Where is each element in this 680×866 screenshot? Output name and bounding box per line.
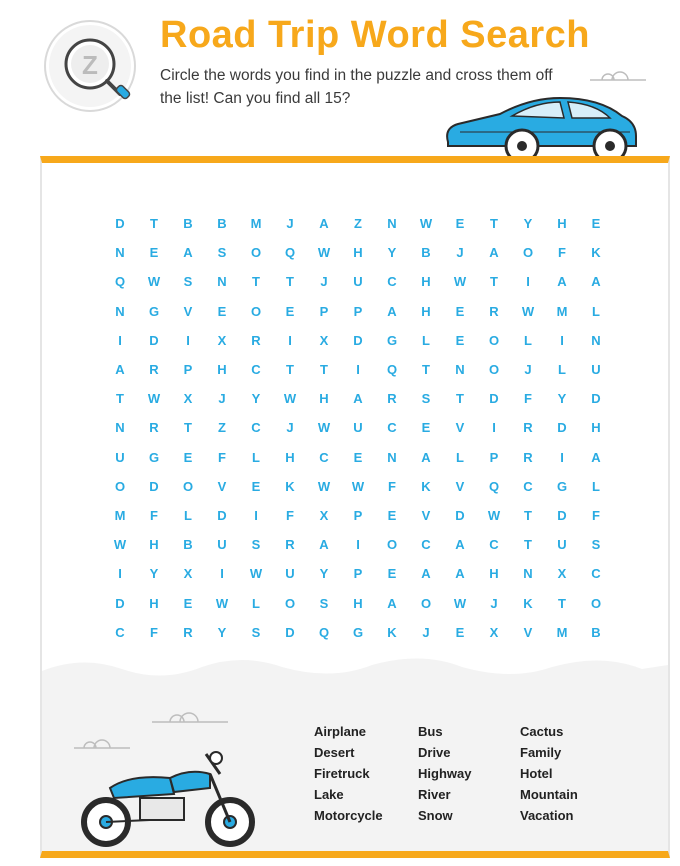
grid-letter[interactable]: F [558,245,566,261]
grid-letter[interactable]: V [421,508,431,523]
grid-letter[interactable]: L [558,362,566,377]
word-list-item: Snow [418,808,453,823]
grid-letter[interactable]: H [149,537,159,553]
grid-letter[interactable]: L [456,449,464,465]
grid-letter[interactable]: H [353,245,363,261]
grid-letter[interactable]: A [387,595,397,611]
word-list-item: Hotel [520,766,553,781]
grid-letter[interactable]: Y [557,391,567,407]
grid-letter[interactable]: B [421,245,431,261]
grid-letter[interactable]: J [524,362,532,377]
logo-letter: Z [82,50,98,80]
grid-letter[interactable]: H [285,449,295,465]
grid-letter[interactable]: R [149,362,159,377]
grid-letter[interactable]: P [183,362,193,377]
grid-letter[interactable]: J [286,216,294,231]
grid-letter[interactable]: E [183,595,193,611]
grid-letter[interactable]: N [387,449,397,465]
grid-letter[interactable]: P [319,303,329,319]
grid-letter[interactable]: Y [387,245,397,261]
grid-letter[interactable]: W [249,566,263,582]
grid-letter[interactable]: W [521,303,535,319]
grid-letter[interactable]: I [492,420,496,436]
grid-letter[interactable]: E [591,216,601,231]
grid-letter[interactable]: O [488,332,500,348]
grid-letter[interactable]: W [419,216,433,231]
grid-letter[interactable]: U [591,362,601,377]
grid-letter[interactable]: W [487,508,501,523]
grid-letter[interactable]: R [149,420,159,436]
grid-letter[interactable]: U [353,274,363,290]
grid-letter[interactable]: X [557,566,567,582]
cloud-icon [588,66,648,84]
grid-letter[interactable]: W [113,537,127,553]
grid-letter[interactable]: R [285,537,295,553]
grid-letter[interactable]: W [147,274,161,290]
grid-letter[interactable]: L [252,595,260,611]
grid-letter[interactable]: N [115,420,125,436]
grid-letter[interactable]: L [592,303,600,319]
grid-letter[interactable]: V [523,624,533,640]
grid-letter[interactable]: V [455,420,465,436]
grid-letter[interactable]: C [115,624,125,640]
grid-letter[interactable]: E [455,624,465,640]
grid-letter[interactable]: S [421,391,431,407]
grid-letter[interactable]: F [388,478,396,494]
grid-letter[interactable]: S [319,595,329,611]
grid-letter[interactable]: H [217,362,227,377]
grid-letter[interactable]: T [252,274,260,290]
grid-letter[interactable]: P [353,508,363,523]
grid-letter[interactable]: X [217,332,227,348]
grid-letter[interactable]: W [453,274,467,290]
grid-letter[interactable]: S [217,245,227,261]
grid-letter[interactable]: D [455,508,465,523]
grid-letter[interactable]: Q [386,362,398,377]
grid-letter[interactable]: N [455,362,465,377]
grid-letter[interactable]: R [251,332,261,348]
grid-letter[interactable]: H [489,566,499,582]
grid-letter[interactable]: A [115,362,125,377]
grid-letter[interactable]: D [217,508,227,523]
grid-letter[interactable]: F [150,624,158,640]
grid-letter[interactable]: O [250,245,262,261]
grid-letter[interactable]: B [183,537,193,553]
grid-letter[interactable]: Z [354,216,362,231]
grid-letter[interactable]: O [420,595,432,611]
grid-letter[interactable]: W [317,478,331,494]
word-list-item: Desert [314,745,355,760]
grid-letter[interactable]: W [147,391,161,407]
grid-letter[interactable]: F [150,508,158,523]
grid-letter[interactable]: Y [217,624,227,640]
grid-letter[interactable]: T [524,537,532,553]
grid-letter[interactable]: L [184,508,192,523]
grid-letter[interactable]: D [489,391,499,407]
grid-letter[interactable]: D [591,391,601,407]
grid-letter[interactable]: O [488,362,500,377]
car-icon [440,88,640,162]
grid-letter[interactable]: T [490,274,498,290]
word-list-item: Mountain [520,787,578,802]
grid-letter[interactable]: A [421,566,431,582]
grid-letter[interactable]: P [489,449,499,465]
grid-letter[interactable]: T [116,391,124,407]
grid-letter[interactable]: A [557,274,567,290]
grid-letter[interactable]: A [455,566,465,582]
grid-letter[interactable]: Y [251,391,261,407]
grid-letter[interactable]: X [319,332,329,348]
grid-letter[interactable]: A [387,303,397,319]
grid-letter[interactable]: Q [114,274,126,290]
grid-letter[interactable]: U [353,420,363,436]
word-list-item: Cactus [520,724,564,739]
word-list-item: Vacation [520,808,574,823]
grid-letter[interactable]: X [183,391,193,407]
grid-letter[interactable]: M [556,624,568,640]
grid-letter[interactable]: A [455,537,465,553]
grid-letter[interactable]: U [285,566,295,582]
grid-letter[interactable]: B [591,624,601,640]
grid-letter[interactable]: K [523,595,533,611]
grid-letter[interactable]: A [319,216,329,231]
grid-letter[interactable]: H [591,420,601,436]
grid-letter[interactable]: T [456,391,464,407]
grid-letter[interactable]: S [183,274,193,290]
grid-letter[interactable]: M [250,216,262,231]
grid-letter[interactable]: I [356,362,360,377]
grid-letter[interactable]: F [286,508,294,523]
grid-letter[interactable]: H [421,274,431,290]
grid-letter[interactable]: V [455,478,465,494]
grid-letter[interactable]: D [285,624,295,640]
grid-letter[interactable]: U [217,537,227,553]
grid-letter[interactable]: N [591,332,601,348]
grid-letter[interactable]: H [319,391,329,407]
grid-letter[interactable]: X [183,566,193,582]
grid-letter[interactable]: N [387,216,397,231]
grid-letter[interactable]: T [490,216,498,231]
grid-letter[interactable]: O [114,478,126,494]
grid-letter[interactable]: C [251,362,261,377]
grid-letter[interactable]: P [353,303,363,319]
grid-letter[interactable]: T [422,362,430,377]
grid-letter[interactable]: Y [319,566,329,582]
grid-letter[interactable]: T [524,508,532,523]
grid-letter[interactable]: G [386,332,398,348]
grid-letter[interactable]: H [149,595,159,611]
grid-letter[interactable]: H [421,303,431,319]
grid-letter[interactable]: D [557,508,567,523]
grid-letter[interactable]: O [284,595,296,611]
grid-letter[interactable]: G [352,624,364,640]
grid-letter[interactable]: N [217,274,227,290]
grid-letter[interactable]: J [456,245,464,261]
instructions: Circle the words you find in the puzzle and cross them off the list! Can you find all 15? [160,67,553,107]
grid-letter[interactable]: C [387,274,397,290]
grid-letter[interactable]: Q [284,245,296,261]
grid-letter[interactable]: C [319,449,329,465]
grid-letter[interactable]: O [386,537,398,553]
grid-letter[interactable]: D [149,478,159,494]
grid-letter[interactable]: A [489,245,499,261]
grid-letter[interactable]: F [592,508,600,523]
grid-letter[interactable]: E [455,303,465,319]
grid-letter[interactable]: H [557,216,567,231]
grid-letter[interactable]: L [524,332,532,348]
grid-letter[interactable]: L [252,449,260,465]
word-list-item: Family [520,745,562,760]
grid-letter[interactable]: Q [318,624,330,640]
grid-letter[interactable]: C [489,537,499,553]
word-list-item: River [418,787,451,802]
grid-letter[interactable]: I [118,566,122,582]
grid-letter[interactable]: T [286,362,294,377]
grid-letter[interactable]: X [489,624,499,640]
magnifier-z-icon [42,18,138,114]
grid-letter[interactable]: I [356,537,360,553]
grid-letter[interactable]: C [591,566,601,582]
grid-letter[interactable]: E [183,449,193,465]
word-list-item: Highway [418,766,472,781]
grid-letter[interactable]: A [319,537,329,553]
grid-letter[interactable]: D [149,332,159,348]
grid-letter[interactable]: T [558,595,566,611]
grid-letter[interactable]: N [115,245,125,261]
grid-letter[interactable]: E [387,566,397,582]
grid-letter[interactable]: C [523,478,533,494]
grid-letter[interactable]: L [422,332,430,348]
grid-letter[interactable]: E [217,303,227,319]
word-list-item: Lake [314,787,344,802]
grid-letter[interactable]: N [115,303,125,319]
grid-letter[interactable]: E [251,478,261,494]
grid-letter[interactable]: I [288,332,292,348]
grid-letter[interactable]: J [490,595,498,611]
grid-letter[interactable]: R [523,420,533,436]
grid-letter[interactable]: L [592,478,600,494]
grid-letter[interactable]: T [286,274,294,290]
grid-letter[interactable]: W [283,391,297,407]
grid-letter[interactable]: G [148,303,160,319]
grid-letter[interactable]: D [115,595,125,611]
grid-letter[interactable]: D [557,420,567,436]
grid-letter[interactable]: I [186,332,190,348]
grid-letter[interactable]: F [218,449,226,465]
grid-letter[interactable]: W [215,595,229,611]
grid-letter[interactable]: C [387,420,397,436]
grid-letter[interactable]: S [591,537,601,553]
grid-letter[interactable]: I [526,274,530,290]
grid-letter[interactable]: I [560,332,564,348]
grid-letter[interactable]: B [217,216,227,231]
grid-letter[interactable]: V [183,303,193,319]
grid-letter[interactable]: E [285,303,295,319]
grid-letter[interactable]: O [182,478,194,494]
grid-letter[interactable]: Z [218,420,226,436]
grid-letter[interactable]: P [353,566,363,582]
grid-letter[interactable]: W [453,595,467,611]
word-list-item: Airplane [314,724,367,739]
grid-letter[interactable]: I [254,508,258,523]
grid-letter[interactable]: E [455,216,465,231]
grid-letter[interactable]: G [556,478,568,494]
grid-letter[interactable]: S [251,537,261,553]
grid-letter[interactable]: U [115,449,125,465]
grid-letter[interactable]: W [351,478,365,494]
grid-letter[interactable]: K [591,245,601,261]
grid-letter[interactable]: I [118,332,122,348]
page-title: Road Trip Word Search [160,14,590,56]
grid-letter[interactable]: W [317,420,331,436]
grid-letter[interactable]: O [250,303,262,319]
grid-letter[interactable]: E [421,420,431,436]
word-list-item: Firetruck [314,766,370,781]
word-list-item: Motorcycle [314,808,383,823]
grid-letter[interactable]: U [557,537,567,553]
grid-letter[interactable]: M [114,508,126,523]
motorcycle-icon [70,744,270,848]
grid-letter[interactable]: Y [523,216,533,231]
grid-letter[interactable]: D [353,332,363,348]
grid-letter[interactable]: E [455,332,465,348]
grid-letter[interactable]: C [251,420,261,436]
grid-letter[interactable]: E [387,508,397,523]
grid-letter[interactable]: Y [149,566,159,582]
grid-letter[interactable]: V [217,478,227,494]
grid-letter[interactable]: T [184,420,192,436]
grid-letter[interactable]: T [150,216,158,231]
grid-letter[interactable]: S [251,624,261,640]
grid-letter[interactable]: J [320,274,328,290]
grid-letter[interactable]: A [353,391,363,407]
grid-letter[interactable]: N [523,566,533,582]
grid-letter[interactable]: J [218,391,226,407]
word-list-item: Drive [418,745,451,760]
word-list-item: Bus [418,724,443,739]
grid-letter[interactable]: I [560,449,564,465]
grid-letter[interactable]: O [590,595,602,611]
grid-letter[interactable]: X [319,508,329,523]
grid-letter[interactable]: H [353,595,363,611]
grid-letter[interactable]: K [285,478,295,494]
grid-letter[interactable]: I [220,566,224,582]
grid-letter[interactable]: B [183,216,193,231]
grid-letter[interactable]: T [320,362,328,377]
grid-letter[interactable]: A [591,274,601,290]
grid-letter[interactable]: J [422,624,430,640]
grid-letter[interactable]: A [421,449,431,465]
grid-letter[interactable]: O [522,245,534,261]
grid-letter[interactable]: D [115,216,125,231]
grid-letter[interactable]: C [421,537,431,553]
grid-letter[interactable]: E [353,449,363,465]
grid-letter[interactable]: R [523,449,533,465]
grid-letter[interactable]: G [148,449,160,465]
grid-letter[interactable]: A [183,245,193,261]
grid-letter[interactable]: R [183,624,193,640]
grid-letter[interactable]: W [317,245,331,261]
grid-letter[interactable]: J [286,420,294,436]
grid-letter[interactable]: K [421,478,431,494]
grid-letter[interactable]: Q [488,478,500,494]
grid-letter[interactable]: R [489,303,499,319]
grid-letter[interactable]: E [149,245,159,261]
cloud-icon [150,702,230,726]
grid-letter[interactable]: F [524,391,532,407]
grid-letter[interactable]: M [556,303,568,319]
grid-letter[interactable]: R [387,391,397,407]
grid-letter[interactable]: K [387,624,397,640]
grid-letter[interactable]: A [591,449,601,465]
